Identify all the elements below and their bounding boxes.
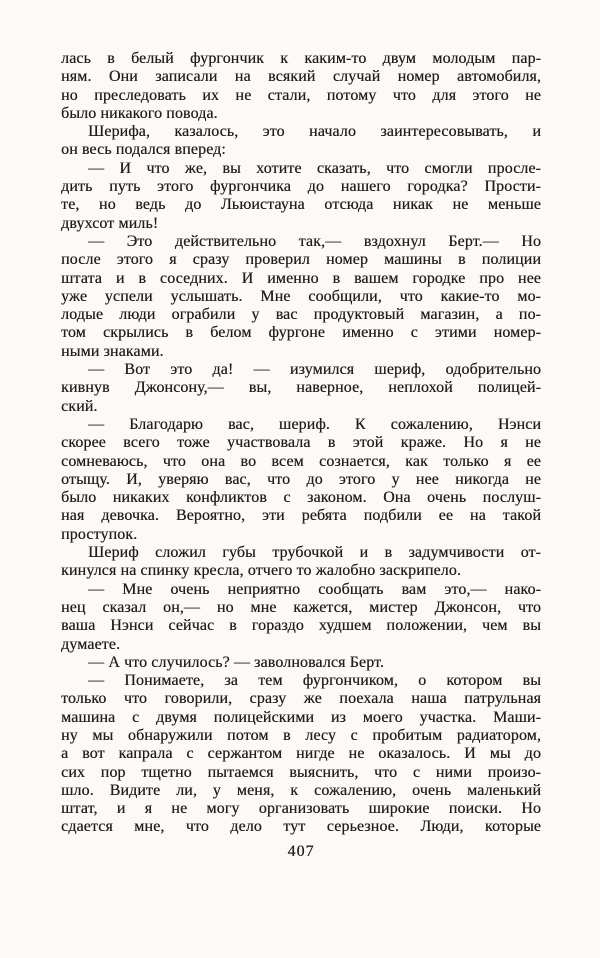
text-line: кинулся на спинку кресла, отчего то жалобно заскрипело. <box>61 562 461 580</box>
text-line: — Это действительно так,— вздохнул Берт.— Но <box>88 232 541 250</box>
text-line: ваша Нэнси сейчас в гораздо худшем положении, чем вы <box>61 617 541 635</box>
page-text <box>61 50 541 837</box>
text-line: кивнув Джонсону,— вы, наверное, неплохой полицей- <box>61 379 541 397</box>
text-line: — И что же, вы хотите сказать, что смогли просле- <box>88 159 541 177</box>
text-line: после этого я сразу проверил номер машины в полиции <box>61 251 541 269</box>
text-line: ну мы обнаружили потом в лесу с пробитым радиатором, <box>61 726 541 744</box>
text-line: — А что случилось? — заволновался Берт. <box>88 653 384 671</box>
text-line: сих пор тщетно пытаемся выяснить, что с ними произо- <box>61 763 541 781</box>
text-line: шло. Видите ли, у меня, к сожалению, очень маленький <box>61 781 541 799</box>
text-line: дить путь этого фургончика до нашего городка? Прости- <box>61 178 541 196</box>
paragraph <box>61 160 541 233</box>
paragraph <box>61 233 541 361</box>
paragraph <box>61 416 541 544</box>
text-line: а вот капрала с сержантом нигде не оказалось. И мы до <box>61 745 541 763</box>
paragraph <box>61 672 541 837</box>
text-line: Шерифа, казалось, это начало заинтересовывать, и <box>88 123 541 141</box>
text-line: скорее всего тоже участвовала в этой краже. Но я не <box>61 434 541 452</box>
text-line: ная девочка. Вероятно, эти ребята подбили ее на такой <box>61 507 541 525</box>
text-line: двухсот миль! <box>61 214 159 232</box>
text-line: машина с двумя полицейскими из моего участка. Маши- <box>61 708 541 726</box>
page-number: 407 <box>287 843 315 860</box>
text-line: нец сказал он,— но мне кажется, мистер Джонсон, что <box>61 598 541 616</box>
text-line: — Благодарю вас, шериф. К сожалению, Нэнси <box>88 415 541 433</box>
text-line: Шериф сложил губы трубочкой и в задумчивости от- <box>88 544 541 562</box>
text-line: — Мне очень неприятно сообщать вам это,— нако- <box>88 580 541 598</box>
text-line: штата и в соседних. И именно в вашем городке про нее <box>61 269 541 287</box>
text-line: штат, и я не могу организовать широкие поиски. Но <box>61 800 541 818</box>
text-line: те, но ведь до Льюистауна отсюда никак не меньше <box>61 196 541 214</box>
text-line: сдается мне, что дело тут серьезное. Люди, которые <box>61 818 541 836</box>
text-line: — Понимаете, за тем фургончиком, о котором вы <box>88 672 541 690</box>
paragraph <box>61 654 541 672</box>
text-line: было никаких конфликтов с законом. Она очень послуш- <box>61 489 541 507</box>
text-line: но преследовать их не стали, потому что для этого не <box>61 86 541 104</box>
paragraph <box>61 50 541 123</box>
text-line: лась в белый фургончик к каким-то двум молодым пар- <box>61 50 541 67</box>
text-line: проступок. <box>61 525 138 543</box>
paragraph <box>61 544 541 581</box>
text-line: — Вот это да! — изумился шериф, одобрительно <box>88 361 541 379</box>
paragraph <box>61 123 541 160</box>
paragraph <box>61 581 541 654</box>
text-line: ными знаками. <box>61 342 164 360</box>
text-line: только что говорили, сразу же поехала наша патрульная <box>61 690 541 708</box>
text-line: ням. Они записали на всякий случай номер автомобиля, <box>61 68 541 86</box>
text-line: том скрылись в белом фургоне именно с этими номер- <box>61 324 541 342</box>
text-line: думаете. <box>61 635 121 653</box>
text-line: сомневаюсь, что она во всем сознается, как только я ее <box>61 452 541 470</box>
text-line: отыщу. И, уверяю вас, что до этого у нее никогда не <box>61 470 541 488</box>
paragraph <box>61 361 541 416</box>
text-line: он весь подался вперед: <box>61 141 226 159</box>
text-line: лодые люди ограбили у вас продуктовый магазин, а по- <box>61 306 541 324</box>
text-line: ский. <box>61 397 98 415</box>
text-line: уже успели услышать. Мне сообщили, что какие-то мо- <box>61 287 541 305</box>
text-line: было никакого повода. <box>61 104 218 122</box>
